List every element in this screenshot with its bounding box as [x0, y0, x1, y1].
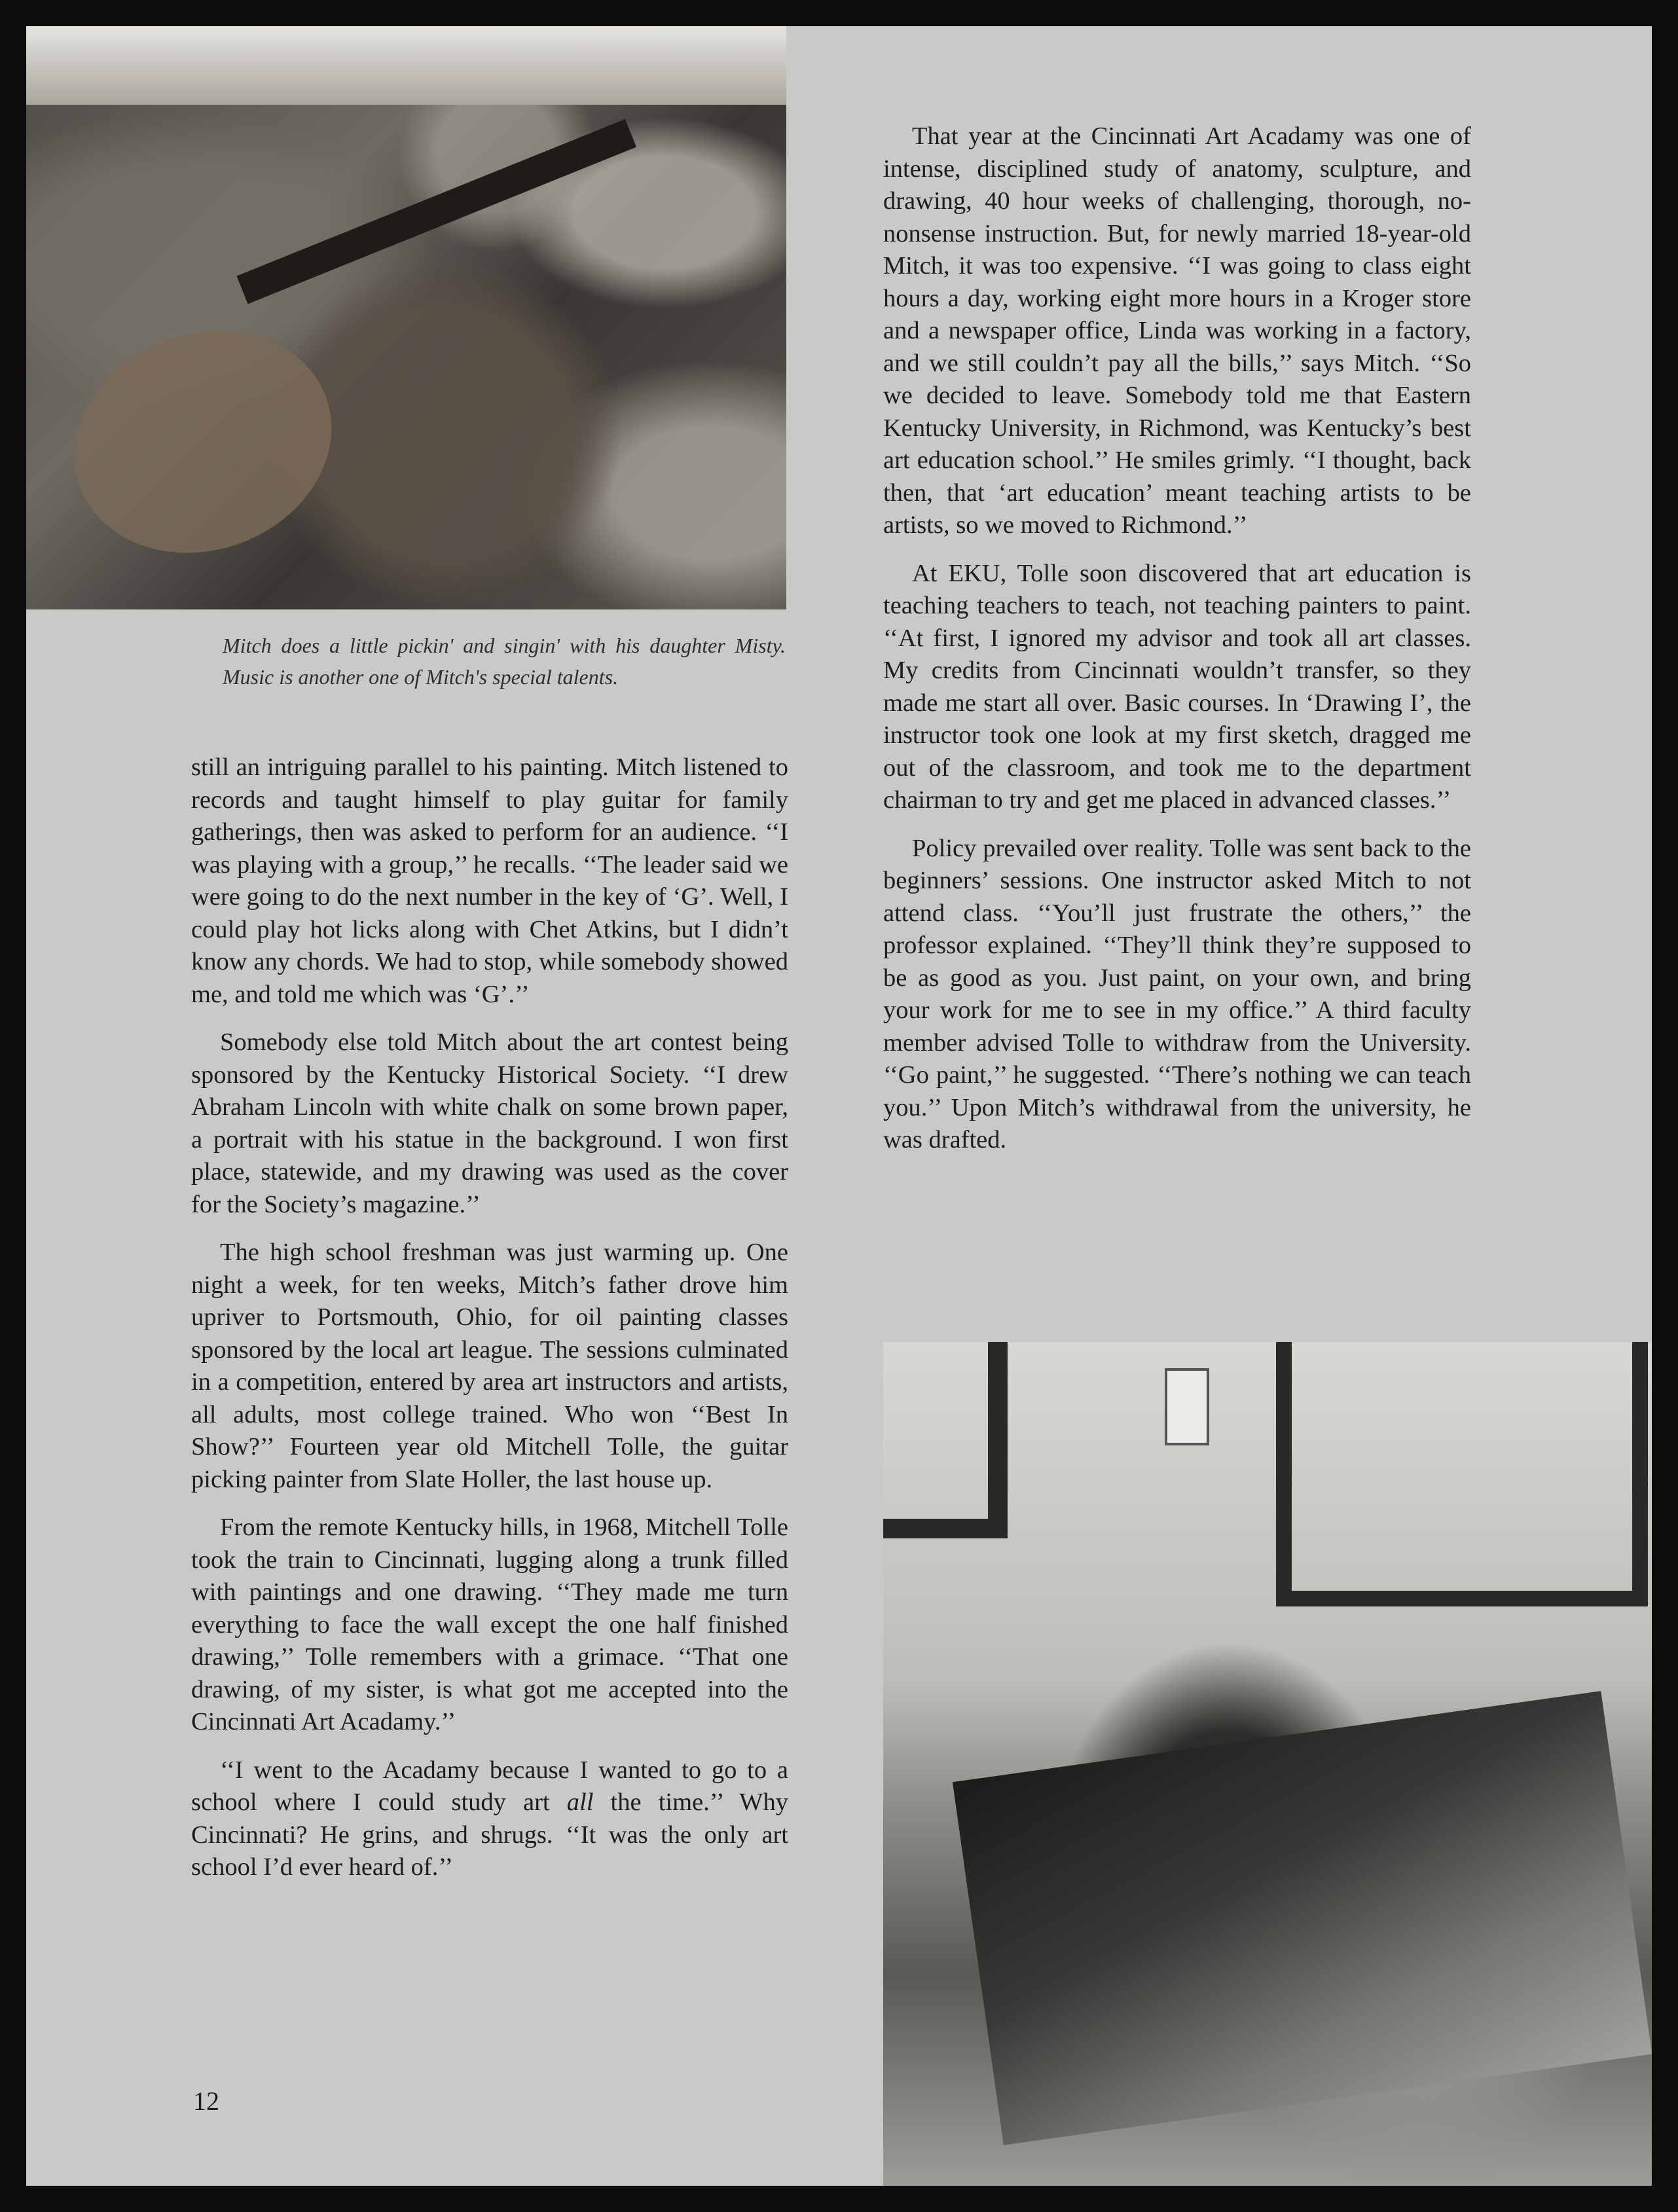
left-column [191, 752, 788, 1900]
guitar-body [43, 296, 363, 589]
painting-photo [883, 1342, 1652, 2186]
paragraph: Policy prevailed over reality. Tolle was sent back to the beginners’ sessions. One instructor asked Mitch to not attend class. ‘‘You’ll just frustrate the others,’’ the professor explained. ‘‘They’ll think they’re supposed to be as good as you. Just paint, on your own, and bring your work for me to see in my office.’’ A third faculty member advised Tolle to withdraw from the University. ‘‘Go paint,’’ he suggested. ‘‘There’s nothing we can teach you.’’ Upon Mitch’s withdrawal from the university, he was drafted. [883, 834, 1471, 1153]
paragraph-text: ‘‘I went to the Acadamy because I wanted to go to a school where I could study art [191, 1756, 788, 1816]
paragraph: still an intriguing parallel to his painting. Mitch listened to records and taught himself to play guitar for family gatherings, then was asked to perform for an audience. ‘‘I was playing with a group,’’ he recalls. ‘‘The leader said we were going to do the next number in the key of ‘G’. Well, I could play hot licks along with Chet Atkins, but I didn’t know any chords. We had to stop, while somebody showed me, and told me which was ‘G’.’’ [191, 753, 788, 1008]
picture-frame [883, 1342, 1008, 1538]
page-number: 12 [193, 2086, 219, 2116]
paragraph: That year at the Cincinnati Art Acadamy was one of intense, disciplined study of anatomy, sculpture, and drawing, 40 hour weeks of challenging, thorough, no-nonsense instruction. But, for newly married 18-year-old Mitch, it was too expensive. ‘‘I was going to class eight hours a day, working eight more hours in a Kroger store and a newspaper office, Linda was working in a factory, and we still couldn’t pay all the bills,’’ says Mitch. ‘‘So we decided to leave. Somebody told me that Eastern Kentucky University, in Richmond, was Kentucky’s best art education school.’’ He smiles grimly. ‘‘I thought, back then, that ‘art education’ meant teaching artists to be artists, so we moved to Richmond.’’ [883, 122, 1471, 539]
guitar-photo [26, 26, 786, 609]
right-column [883, 120, 1471, 1172]
photo-caption: Mitch does a little pickin' and singin' with his daughter Misty. Music is another one of Mitch's special talents. [223, 634, 786, 689]
paragraph: Somebody else told Mitch about the art contest being sponsored by the Kentucky Historical Society. ‘‘I drew Abraham Lincoln with white chalk on some brown paper, a portrait with his statue in the background. I won first place, statewide, and my drawing was used as the cover for the Society’s magazine.’’ [191, 1028, 788, 1218]
paragraph: The high school freshman was just warming up. One night a week, for ten weeks, Mitch’s father drove him upriver to Portsmouth, Ohio, for oil painting classes sponsored by the local art league. The sessions culminated in a competition, entered by area art instructors and artists, all adults, most college trained. Who won ‘‘Best In Show?’’ Fourteen year old Mitchell Tolle, the guitar picking painter from Slate Holler, the last house up. [191, 1239, 788, 1493]
paragraph [191, 1754, 788, 1884]
magazine-page [26, 26, 1652, 2186]
paragraph-text: the time.’’ Why Cincinnati? He grins, and shrugs. ‘‘It was the only art school I’d ever heard of.’’ [191, 1788, 788, 1881]
painting-canvas [953, 1691, 1652, 2145]
paragraph: From the remote Kentucky hills, in 1968, Mitchell Tolle took the train to Cincinnati, lugging along a trunk filled with paintings and one drawing. ‘‘They made me turn everything to face the wall except the one half finished drawing,’’ Tolle remembers with a grimace. ‘‘That one drawing, of my sister, is what got me accepted into the Cincinnati Art Acadamy.’’ [191, 1514, 788, 1735]
emphasis-text: all [566, 1788, 594, 1816]
picture-frame [1276, 1342, 1648, 1606]
wall-outlet [1165, 1368, 1209, 1445]
guitar-neck [236, 119, 636, 304]
paragraph: At EKU, Tolle soon discovered that art education is teaching teachers to teach, not teaching painters to paint. ‘‘At first, I ignored my advisor and took all art classes. My credits from Cincinnati wouldn’t transfer, so they made me start all over. Basic courses. In ‘Drawing I’, the instructor took one look at my first sketch, dragged me out of the classroom, and took me to the department chairman to try and get me placed in advanced classes.’’ [883, 559, 1471, 814]
photo-wall [26, 26, 786, 105]
